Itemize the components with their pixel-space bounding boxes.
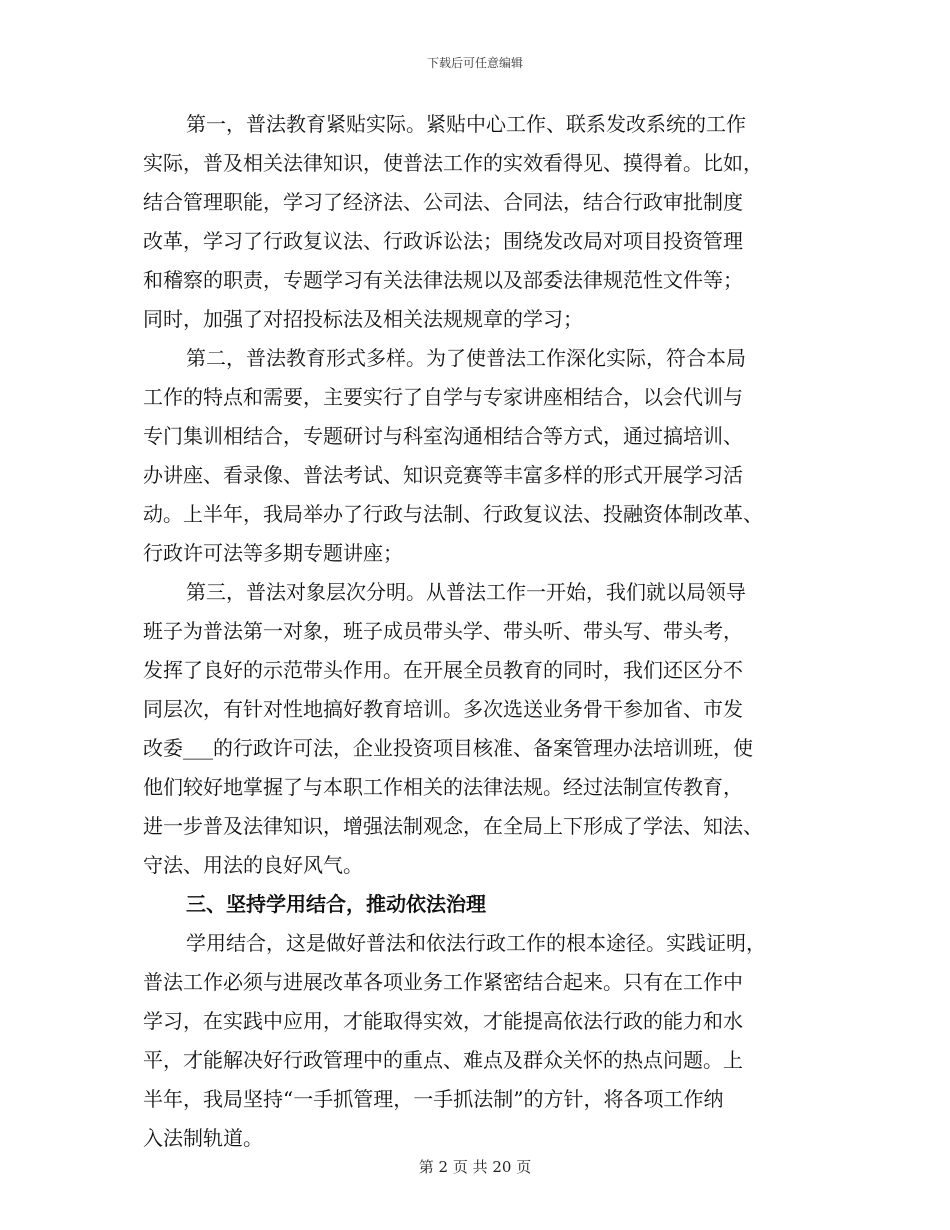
document-body bbox=[143, 105, 813, 1158]
paragraph-line: 发挥了良好的示范带头作用。在开展全员教育的同时，我们还区分不 bbox=[143, 658, 743, 682]
paragraph-line: 班子为普法第一对象，班子成员带头学、带头听、带头写、带头考， bbox=[143, 619, 743, 643]
paragraph-line: 进一步普及法律知识，增强法制观念，在全局上下形成了学法、知法、 bbox=[143, 814, 763, 838]
paragraph-line: 同层次，有针对性地搞好教育培训。多次选送业务骨干参加省、市发 bbox=[143, 697, 743, 721]
paragraph-line: 入法制轨道。 bbox=[143, 1126, 263, 1150]
paragraph-line: 第一，普法教育紧贴实际。紧贴中心工作、联系发改系统的工作 bbox=[186, 112, 746, 136]
paragraph-line: 动。上半年，我局举办了行政与法制、行政复议法、投融资体制改革、 bbox=[143, 502, 763, 526]
paragraph-line: 改革，学习了行政复议法、行政诉讼法；围绕发改局对项目投资管理 bbox=[143, 229, 743, 253]
section-heading: 三、坚持学用结合，推动依法治理 bbox=[186, 892, 486, 916]
paragraph-line: 普法工作必须与进展改革各项业务工作紧密结合起来。只有在工作中 bbox=[143, 970, 743, 994]
paragraph-line: 专门集训相结合，专题研讨与科室沟通相结合等方式，通过搞培训、 bbox=[143, 424, 743, 448]
paragraph-line: 学习，在实践中应用，才能取得实效，才能提高依法行政的能力和水 bbox=[143, 1009, 743, 1033]
paragraph-line: 第二，普法教育形式多样。为了使普法工作深化实际，符合本局 bbox=[186, 346, 746, 370]
paragraph-line: 第三，普法对象层次分明。从普法工作一开始，我们就以局领导 bbox=[186, 580, 746, 604]
paragraph-line: 办讲座、看录像、普法考试、知识竞赛等丰富多样的形式开展学习活 bbox=[143, 463, 743, 487]
paragraph-line: 实际，普及相关法律知识，使普法工作的实效看得见、摸得着。比如， bbox=[143, 151, 763, 175]
paragraph-line: 工作的特点和需要，主要实行了自学与专家讲座相结合，以会代训与 bbox=[143, 385, 743, 409]
paragraph-line: 半年，我局坚持“一手抓管理，一手抓法制”的方针，将各项工作纳 bbox=[143, 1087, 724, 1111]
paragraph-line: 和稽察的职责，专题学习有关法律法规以及部委法律规范性文件等； bbox=[143, 268, 743, 292]
paragraph-line: 学用结合，这是做好普法和依法行政工作的根本途径。实践证明， bbox=[186, 931, 766, 955]
paragraph-line: 他们较好地掌握了与本职工作相关的法律法规。经过法制宣传教育， bbox=[143, 775, 743, 799]
header-note: 下载后可任意编辑 bbox=[426, 56, 523, 70]
paragraph-line: 同时，加强了对招投标法及相关法规规章的学习； bbox=[143, 307, 583, 331]
paragraph-line: 平，才能解决好行政管理中的重点、难点及群众关怀的热点问题。上 bbox=[143, 1048, 743, 1072]
paragraph-line: 改委___的行政许可法，企业投资项目核准、备案管理办法培训班，使 bbox=[143, 736, 753, 760]
paragraph-line: 结合管理职能，学习了经济法、公司法、合同法，结合行政审批制度 bbox=[143, 190, 743, 214]
paragraph-line: 行政许可法等多期专题讲座； bbox=[143, 541, 403, 565]
page-number: 第 2 页 共 20 页 bbox=[418, 1158, 532, 1176]
paragraph-line: 守法、用法的良好风气。 bbox=[143, 853, 363, 877]
